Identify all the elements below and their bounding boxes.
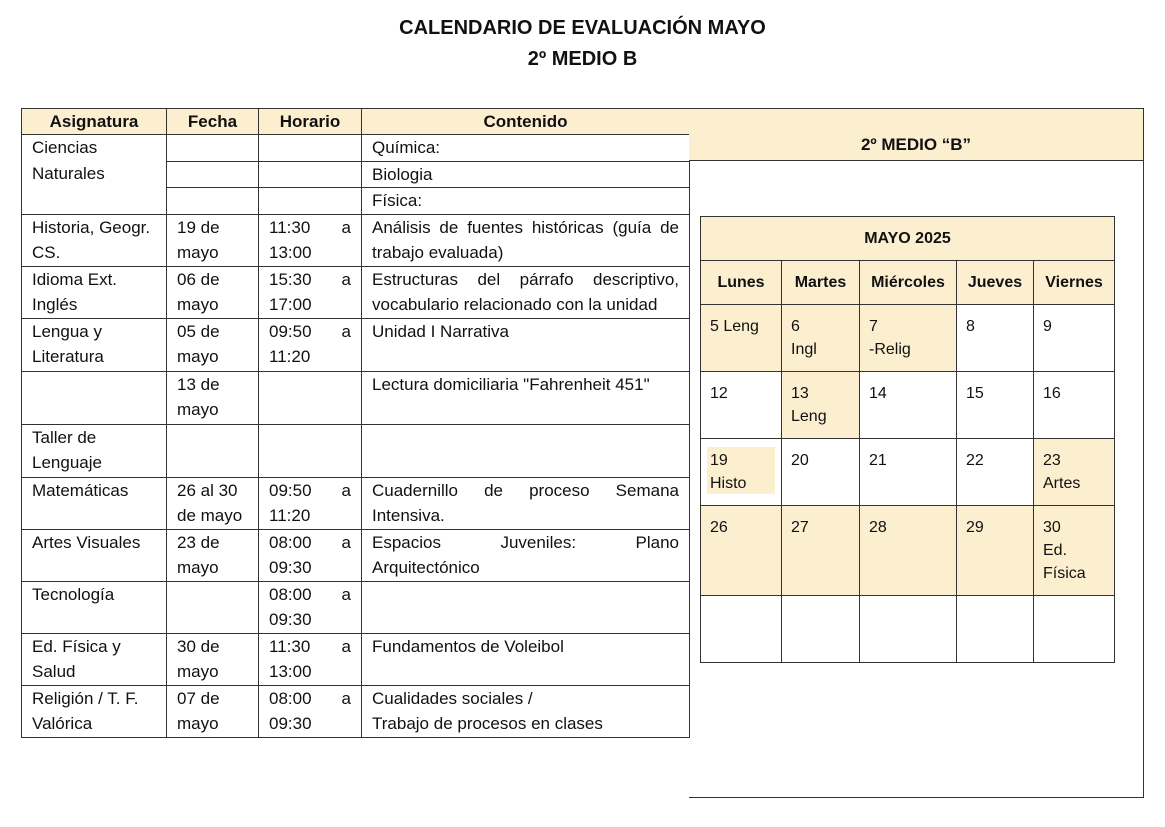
- cell-contenido: Física:: [362, 188, 690, 215]
- day-number: 9: [1043, 318, 1052, 335]
- calendar-day: [701, 439, 782, 506]
- header-asignatura: Asignatura: [22, 109, 167, 135]
- table-row: [22, 318, 690, 371]
- table-header-row: [22, 109, 690, 135]
- calendar-day: [701, 372, 782, 439]
- cell-contenido: [362, 685, 690, 737]
- table-row: [22, 214, 690, 266]
- hora-sep: a: [341, 321, 351, 341]
- day-event: Ed.: [1043, 542, 1068, 559]
- cell-asignatura: Religión / T. F. Valórica: [22, 685, 167, 737]
- header-contenido: Contenido: [362, 109, 690, 135]
- day-number: 26: [710, 519, 728, 536]
- table-row: [22, 685, 690, 737]
- calendar-panel-header: 2º MEDIO “B”: [689, 109, 1143, 161]
- cell-fecha: 05 de mayo: [167, 318, 259, 371]
- day-number: 12: [710, 385, 728, 402]
- day-number: 7: [869, 318, 878, 335]
- cell-contenido: Biologia: [362, 161, 690, 188]
- cell-horario: [259, 214, 362, 266]
- hora-inicio: 08:00: [269, 532, 312, 552]
- weekday-row: [701, 261, 1115, 305]
- contenido-line-2: Trabajo de procesos en clases: [372, 714, 603, 733]
- weekday-lunes: Lunes: [701, 261, 782, 305]
- cell-horario: [259, 424, 362, 477]
- hora-sep: a: [341, 532, 351, 552]
- header-horario: Horario: [259, 109, 362, 135]
- cell-fecha: [167, 161, 259, 188]
- day-number: 29: [966, 519, 984, 536]
- cell-fecha: 23 de mayo: [167, 529, 259, 581]
- hora-sep: a: [341, 217, 351, 237]
- calendar-day: [782, 506, 860, 596]
- day-number: 20: [791, 452, 809, 469]
- calendar-day: [957, 372, 1034, 439]
- calendar-day: [782, 596, 860, 663]
- cell-fecha: [167, 188, 259, 215]
- day-event: Histo: [710, 475, 747, 492]
- calendar-day: [957, 305, 1034, 372]
- hora-inicio: 15:30: [269, 269, 312, 289]
- hora-fin: 09:30: [269, 714, 312, 733]
- cell-contenido: Unidad I Narrativa: [362, 318, 690, 371]
- cell-fecha: [167, 135, 259, 162]
- calendar-day: [782, 305, 860, 372]
- page-title: CALENDARIO DE EVALUACIÓN MAYO: [399, 17, 766, 39]
- calendar-day: [860, 305, 957, 372]
- cell-contenido: [362, 581, 690, 633]
- calendar-day: [957, 596, 1034, 663]
- calendar-week: [701, 305, 1115, 372]
- day-number: 16: [1043, 385, 1061, 402]
- calendar-day: [860, 439, 957, 506]
- cell-asignatura: Artes Visuales: [22, 529, 167, 581]
- calendar-day: [701, 506, 782, 596]
- cell-horario: [259, 633, 362, 685]
- hora-fin: 09:30: [269, 558, 312, 577]
- day-number: 30: [1043, 519, 1061, 536]
- table-row: [22, 371, 690, 424]
- cell-horario: [259, 318, 362, 371]
- hora-inicio: 11:30: [269, 217, 311, 237]
- cell-asignatura: Ed. Física y Salud: [22, 633, 167, 685]
- hora-sep: a: [341, 584, 351, 604]
- header-fecha: Fecha: [167, 109, 259, 135]
- cell-fecha: 30 de mayo: [167, 633, 259, 685]
- cell-fecha: [167, 424, 259, 477]
- cell-asignatura: Ciencias Naturales: [22, 135, 167, 215]
- table-row: [22, 581, 690, 633]
- day-number: 13: [791, 385, 809, 402]
- day-number: 27: [791, 519, 809, 536]
- weekday-martes: Martes: [782, 261, 860, 305]
- day-number: 5 Leng: [710, 318, 759, 335]
- hora-fin: 11:20: [269, 347, 311, 366]
- cell-horario: [259, 685, 362, 737]
- cell-contenido: Fundamentos de Voleibol: [362, 633, 690, 685]
- hora-fin: 17:00: [269, 295, 312, 314]
- calendar-day: [782, 439, 860, 506]
- cell-asignatura: Tecnología: [22, 581, 167, 633]
- cell-contenido: Análisis de fuentes históricas (guía de trabajo evaluada): [362, 214, 690, 266]
- cell-contenido: Espacios Juveniles: Plano Arquitectónico: [362, 529, 690, 581]
- cell-contenido: [362, 424, 690, 477]
- day-number: 15: [966, 385, 984, 402]
- page-subtitle: 2º MEDIO B: [527, 48, 638, 70]
- day-number: 14: [869, 385, 887, 402]
- table-row: [22, 135, 690, 162]
- calendar-day: [1034, 596, 1115, 663]
- cell-horario: [259, 371, 362, 424]
- calendar-day: [782, 372, 860, 439]
- cell-fecha: 19 de mayo: [167, 214, 259, 266]
- day-event: Artes: [1043, 475, 1081, 492]
- cell-asignatura: Lengua y Literatura: [22, 318, 167, 371]
- hora-inicio: 11:30: [269, 636, 311, 656]
- calendar-day: [1034, 506, 1115, 596]
- calendar-week: [701, 372, 1115, 439]
- day-number: 8: [966, 318, 975, 335]
- hora-inicio: 09:50: [269, 480, 312, 500]
- cell-contenido: Lectura domiciliaria "Fahrenheit 451": [362, 371, 690, 424]
- day-number: 28: [869, 519, 887, 536]
- calendar-day: [860, 506, 957, 596]
- day-number: 19: [710, 452, 728, 469]
- weekday-miercoles: Miércoles: [860, 261, 957, 305]
- calendar-day: [1034, 372, 1115, 439]
- cell-fecha: [167, 581, 259, 633]
- cell-asignatura: Taller de Lenguaje: [22, 424, 167, 477]
- cell-horario: [259, 188, 362, 215]
- calendar-day: [701, 305, 782, 372]
- day-event: Leng: [791, 408, 827, 425]
- calendar-day: [957, 506, 1034, 596]
- hora-inicio: 08:00: [269, 584, 312, 604]
- calendar-day: [701, 596, 782, 663]
- cell-asignatura: [22, 371, 167, 424]
- cell-fecha: 26 al 30 de mayo: [167, 477, 259, 529]
- day-number: 21: [869, 452, 887, 469]
- hora-fin: 09:30: [269, 610, 312, 629]
- table-row: [22, 633, 690, 685]
- cell-asignatura: Historia, Geogr. CS.: [22, 214, 167, 266]
- cell-asignatura: Matemáticas: [22, 477, 167, 529]
- hora-sep: a: [341, 636, 351, 656]
- cell-contenido: Estructuras del párrafo descriptivo, vocabulario relacionado con la unidad: [362, 266, 690, 318]
- hora-sep: a: [341, 688, 351, 708]
- hora-fin: 11:20: [269, 506, 311, 525]
- cell-contenido: Química:: [362, 135, 690, 162]
- cell-horario: [259, 581, 362, 633]
- weekday-jueves: Jueves: [957, 261, 1034, 305]
- table-row: [22, 477, 690, 529]
- cell-horario: [259, 477, 362, 529]
- cell-horario: [259, 529, 362, 581]
- day-event: Ingl: [791, 341, 817, 358]
- day-number: 22: [966, 452, 984, 469]
- cell-horario: [259, 266, 362, 318]
- contenido-line-1: Cualidades sociales /: [372, 688, 533, 708]
- day-number: 23: [1043, 452, 1061, 469]
- day-event: -Relig: [869, 341, 911, 358]
- calendar-day: [957, 439, 1034, 506]
- hora-sep: a: [341, 480, 351, 500]
- table-row: [22, 266, 690, 318]
- calendar-week: [701, 596, 1115, 663]
- cell-fecha: 13 de mayo: [167, 371, 259, 424]
- calendar-week: [701, 439, 1115, 506]
- hora-sep: a: [341, 269, 351, 289]
- calendar-day: [1034, 439, 1115, 506]
- calendar-day: [1034, 305, 1115, 372]
- hora-fin: 13:00: [269, 243, 312, 262]
- calendar-month: MAYO 2025: [701, 217, 1115, 261]
- hora-inicio: 09:50: [269, 321, 312, 341]
- cell-fecha: 06 de mayo: [167, 266, 259, 318]
- calendar-day: [860, 372, 957, 439]
- calendar-week: [701, 506, 1115, 596]
- table-row: [22, 424, 690, 477]
- weekday-viernes: Viernes: [1034, 261, 1115, 305]
- calendar-day: [860, 596, 957, 663]
- calendar-table: [700, 216, 1115, 663]
- cell-contenido: Cuadernillo de proceso Semana Intensiva.: [362, 477, 690, 529]
- cell-horario: [259, 161, 362, 188]
- cell-asignatura: Idioma Ext. Inglés: [22, 266, 167, 318]
- day-number: 6: [791, 318, 800, 335]
- hora-fin: 13:00: [269, 662, 312, 681]
- hora-inicio: 08:00: [269, 688, 312, 708]
- day-event: Física: [1043, 565, 1086, 582]
- table-row: [22, 529, 690, 581]
- cell-fecha: 07 de mayo: [167, 685, 259, 737]
- cell-horario: [259, 135, 362, 162]
- evaluation-table: [21, 108, 690, 738]
